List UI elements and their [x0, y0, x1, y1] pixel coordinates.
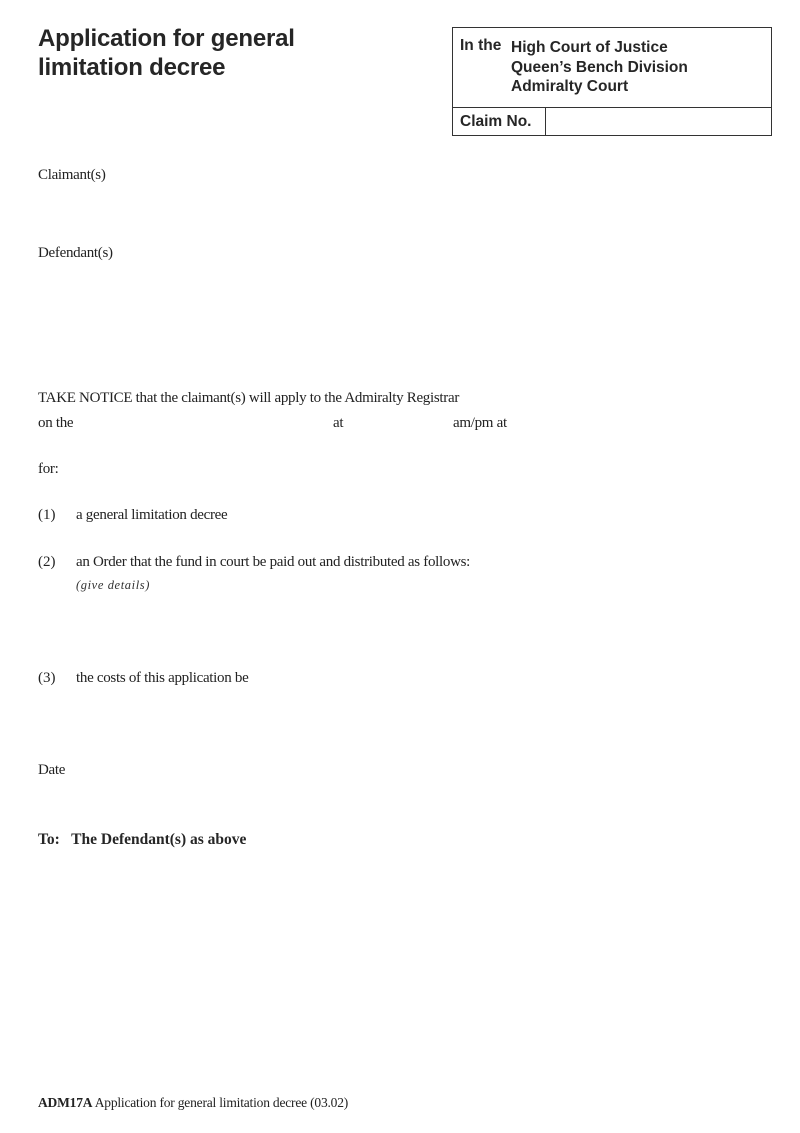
- form-footer: [38, 1095, 348, 1111]
- court-line-1: High Court of Justice: [511, 39, 668, 56]
- item-2-text: an Order that the fund in court be paid out and distributed as follows:: [76, 554, 471, 570]
- in-the-label: In the: [460, 37, 502, 54]
- claimant-field[interactable]: [38, 188, 742, 240]
- claimant-label: Claimant(s): [38, 167, 106, 183]
- court-box: [452, 27, 772, 136]
- item-2-number: (2): [38, 554, 56, 570]
- claim-no-label-cell: [453, 108, 546, 135]
- hearing-place-field[interactable]: [518, 413, 762, 435]
- item-2-hint: (give details): [76, 578, 151, 592]
- item-3-text: the costs of this application be: [76, 670, 249, 686]
- at-label: at: [333, 415, 344, 431]
- ampm-at-label: am/pm at: [453, 415, 507, 431]
- court-line-2: Queen’s Bench Division: [511, 58, 688, 76]
- form-code: ADM17A: [38, 1095, 93, 1110]
- hearing-time-field[interactable]: [352, 413, 451, 435]
- date-label: Date: [38, 762, 66, 778]
- on-the-label: on the: [38, 415, 74, 431]
- item-3-number: (3): [38, 670, 56, 686]
- item-1-number: (1): [38, 507, 56, 523]
- page-title: [38, 24, 295, 82]
- for-label: for:: [38, 461, 59, 477]
- item-1-text: a general limitation decree: [76, 507, 228, 523]
- title-line-1: Application for general: [38, 25, 295, 52]
- form-footer-text: Application for general limitation decree (03.02): [92, 1095, 349, 1110]
- claim-no-label: Claim No.: [460, 113, 532, 130]
- claim-no-field[interactable]: [547, 108, 775, 137]
- court-line-3: Admiralty Court: [511, 78, 629, 95]
- to-line: To: The Defendant(s) as above: [38, 831, 247, 848]
- defendant-label: Defendant(s): [38, 245, 113, 261]
- costs-field[interactable]: [265, 668, 759, 690]
- court-info-cell: [453, 28, 771, 108]
- title-line-2: limitation decree: [38, 54, 226, 81]
- court-names: [511, 38, 688, 97]
- date-field[interactable]: [75, 760, 379, 782]
- defendant-field[interactable]: [38, 266, 742, 368]
- distribution-details-field[interactable]: [76, 598, 760, 664]
- notice-line-1: TAKE NOTICE that the claimant(s) will apply to the Admiralty Registrar: [38, 390, 460, 406]
- hearing-date-field[interactable]: [80, 413, 329, 435]
